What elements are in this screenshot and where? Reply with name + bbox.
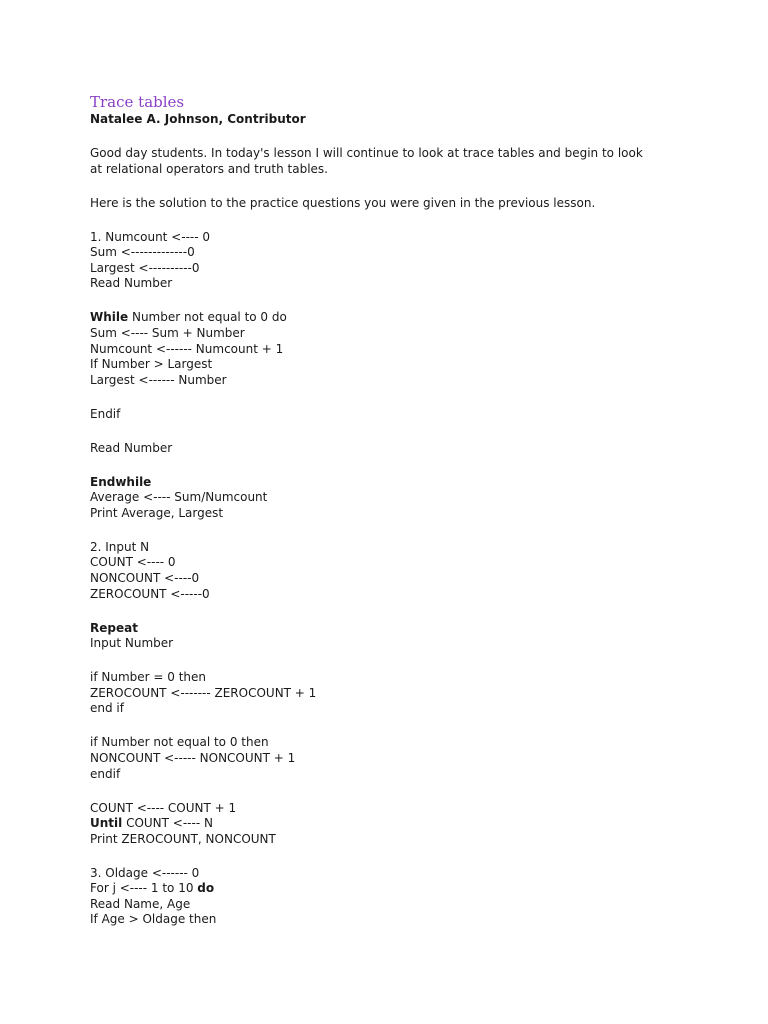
q1-endif bbox=[90, 407, 730, 423]
code-line: Read Number bbox=[90, 440, 173, 455]
code-line: 2. Input N bbox=[90, 539, 150, 554]
code-line: Sum <-------------0 bbox=[90, 245, 195, 260]
code-line: NONCOUNT <----0 bbox=[90, 571, 200, 586]
article bbox=[90, 93, 730, 928]
code-line: Largest <------ Number bbox=[90, 372, 227, 387]
intro-line: Good day students. In today's lesson I will continue to look at trace tables and begin to look bbox=[90, 146, 643, 160]
keyword-while: While bbox=[90, 310, 129, 325]
code-line: endif bbox=[90, 766, 121, 781]
keyword-do: do bbox=[197, 881, 215, 896]
code-line: Read Name, Age bbox=[90, 896, 191, 911]
code-line bbox=[90, 881, 730, 897]
code-line: ZEROCOUNT <-----0 bbox=[90, 586, 210, 601]
article-byline: Natalee A. Johnson, Contributor bbox=[90, 112, 306, 126]
code-line: Input Number bbox=[90, 636, 174, 651]
code-text: For j <---- 1 to 10 bbox=[90, 881, 198, 896]
q2-if-zero bbox=[90, 670, 730, 717]
q2-if-nonzero bbox=[90, 735, 730, 782]
code-line: ZEROCOUNT <------- ZEROCOUNT + 1 bbox=[90, 685, 317, 700]
q2-until bbox=[90, 801, 730, 848]
code-line: Print ZEROCOUNT, NONCOUNT bbox=[90, 831, 276, 846]
intro-paragraph bbox=[90, 146, 730, 177]
intro-line: at relational operators and truth tables. bbox=[90, 161, 328, 176]
code-line: Average <---- Sum/Numcount bbox=[90, 490, 268, 505]
code-line: Numcount <------ Numcount + 1 bbox=[90, 341, 284, 356]
q3-block bbox=[90, 866, 730, 928]
q1-while-loop bbox=[90, 310, 730, 388]
code-line: NONCOUNT <----- NONCOUNT + 1 bbox=[90, 750, 296, 765]
code-line: Sum <---- Sum + Number bbox=[90, 325, 245, 340]
solution-intro-paragraph bbox=[90, 196, 730, 212]
code-line: Print Average, Largest bbox=[90, 505, 224, 520]
code-line bbox=[90, 816, 730, 832]
solution-intro-line: Here is the solution to the practice questions you were given in the previous lesson. bbox=[90, 195, 596, 210]
q2-repeat bbox=[90, 621, 730, 652]
code-line: Endif bbox=[90, 406, 121, 421]
q2-initialisation bbox=[90, 540, 730, 602]
code-text: COUNT <---- N bbox=[122, 816, 213, 831]
code-line bbox=[90, 310, 730, 326]
keyword-endwhile: Endwhile bbox=[90, 474, 152, 489]
q1-read bbox=[90, 441, 730, 457]
keyword-repeat: Repeat bbox=[90, 620, 138, 635]
code-line: Read Number bbox=[90, 276, 173, 291]
code-line: end if bbox=[90, 701, 124, 716]
q1-endwhile bbox=[90, 475, 730, 522]
code-line: Largest <----------0 bbox=[90, 260, 200, 275]
code-line: COUNT <---- 0 bbox=[90, 555, 176, 570]
article-title: Trace tables bbox=[90, 93, 185, 111]
keyword-until: Until bbox=[90, 816, 123, 831]
code-line: if Number = 0 then bbox=[90, 670, 207, 685]
code-text: Number not equal to 0 do bbox=[128, 310, 287, 325]
code-line: 1. Numcount <---- 0 bbox=[90, 229, 211, 244]
q1-initialisation bbox=[90, 230, 730, 292]
code-line: if Number not equal to 0 then bbox=[90, 735, 269, 750]
code-line: If Age > Oldage then bbox=[90, 912, 217, 927]
code-line: If Number > Largest bbox=[90, 357, 213, 372]
code-line: COUNT <---- COUNT + 1 bbox=[90, 800, 237, 815]
code-line: 3. Oldage <------ 0 bbox=[90, 865, 200, 880]
